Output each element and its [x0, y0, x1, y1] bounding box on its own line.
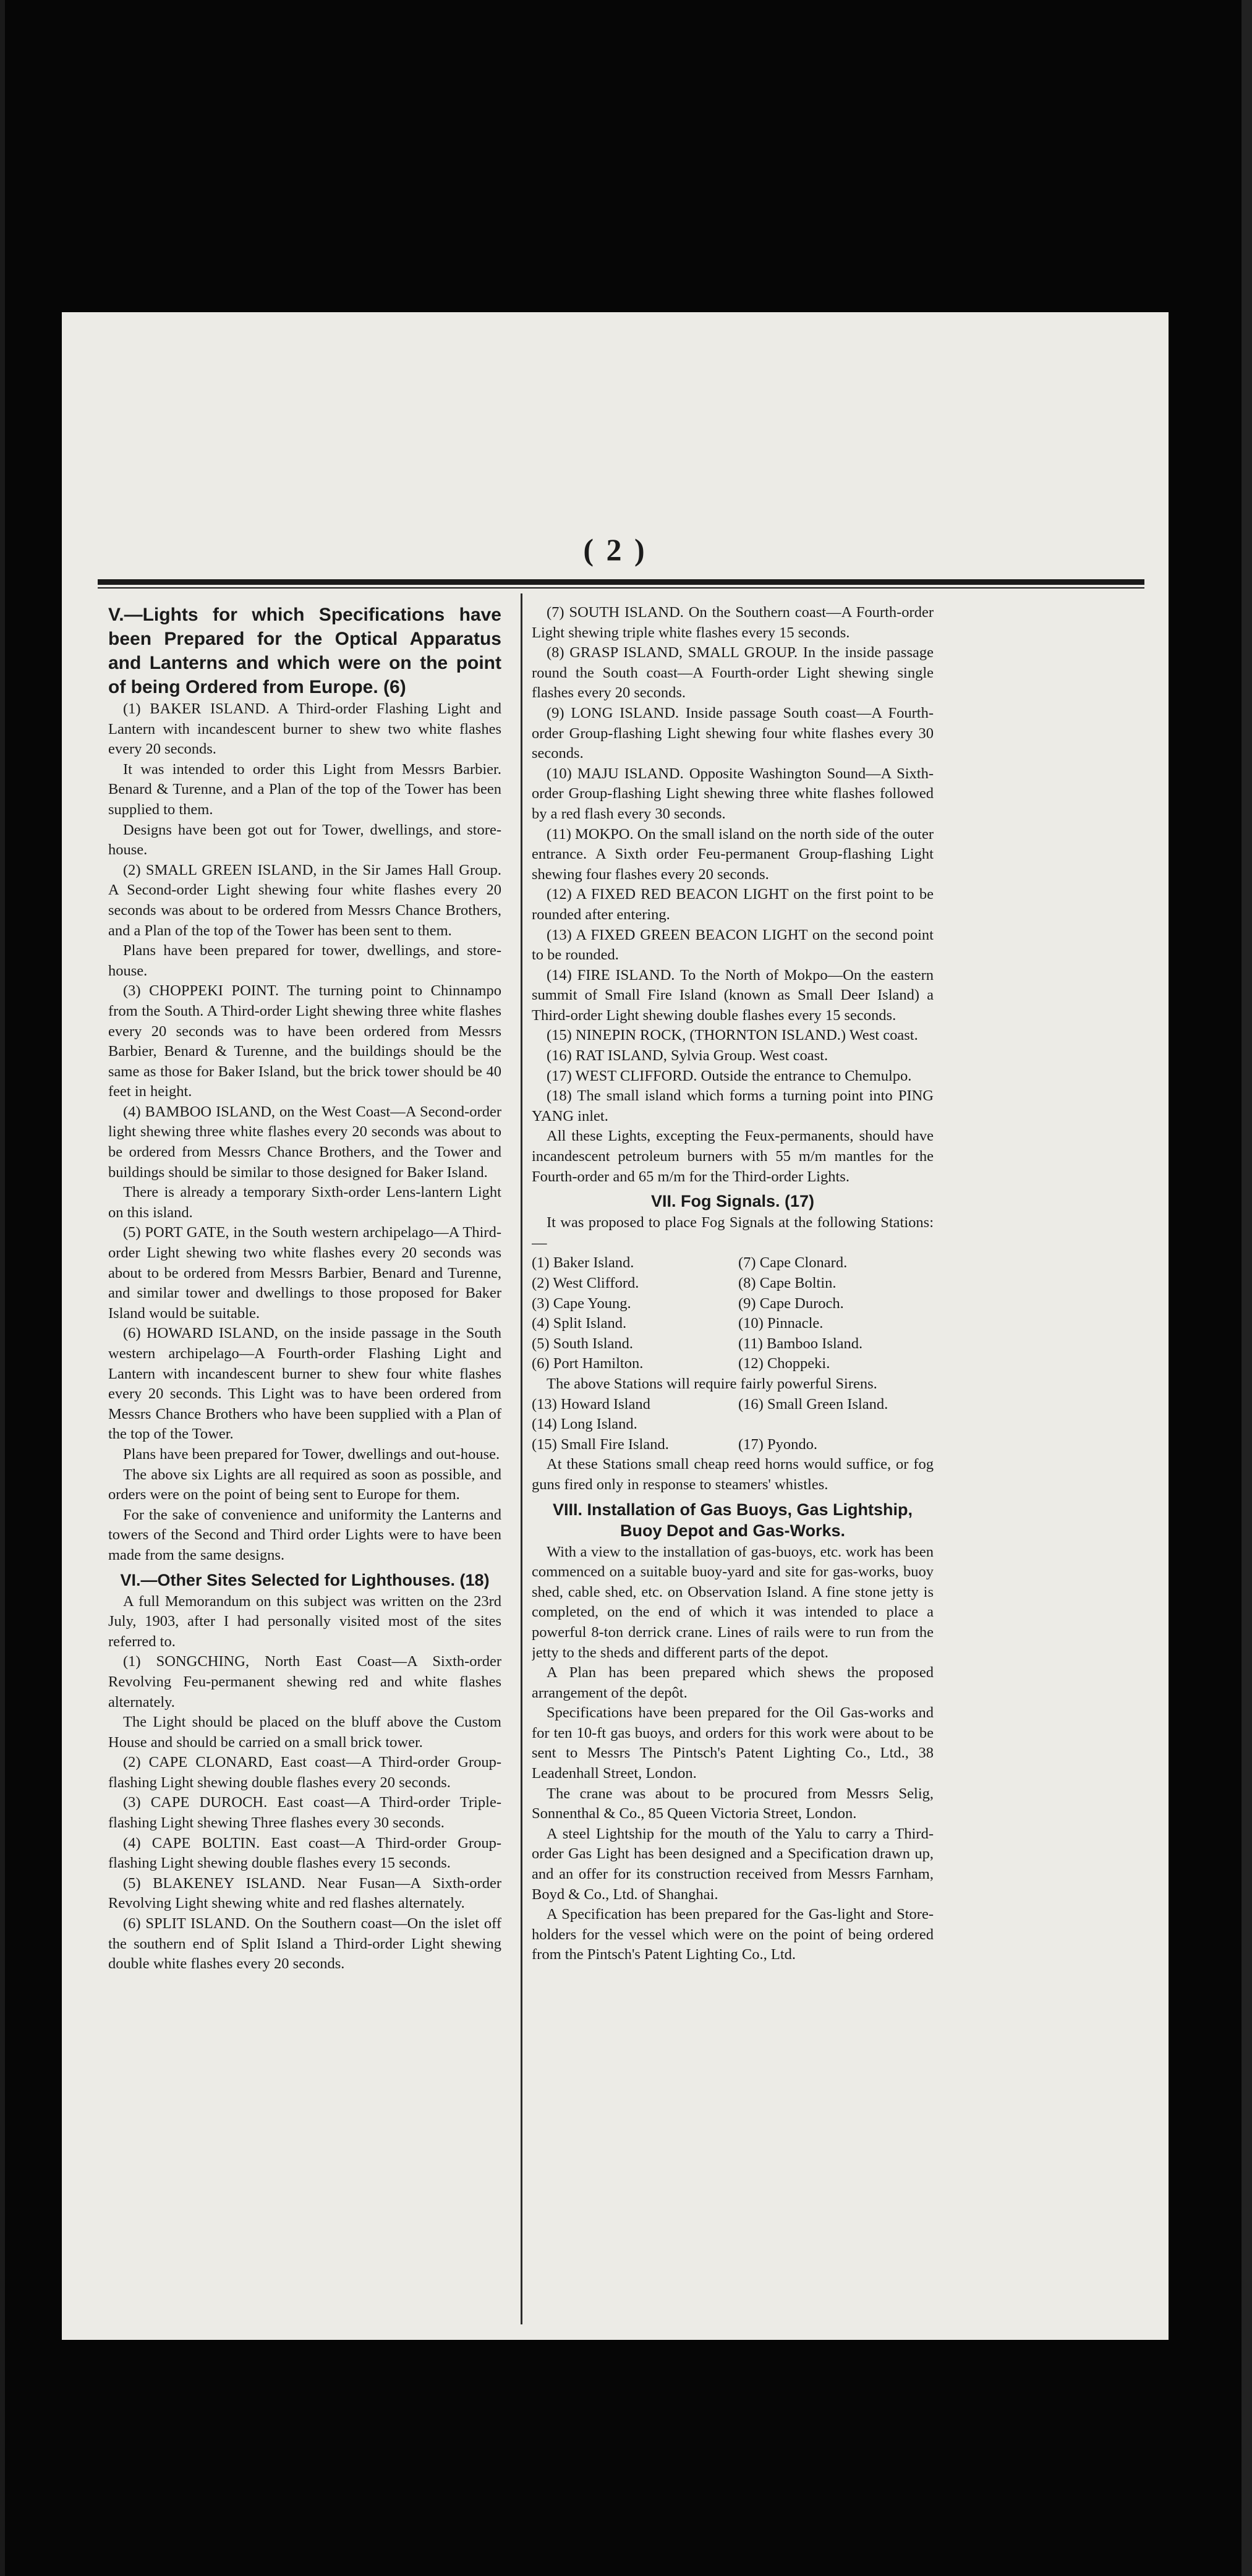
paragraph: (5) BLAKENEY ISLAND. Near Fusan—A Sixth-order Revolving Light shewing white and red flashes alternately. [108, 1874, 501, 1912]
list-item: (3) Cape Young. [532, 1294, 631, 1312]
fog-signal-list-horns [532, 1395, 934, 1455]
paragraph: The Light should be placed on the bluff above the Custom House and should be carried on a small brick tower. [108, 1714, 501, 1751]
column-divider [521, 593, 522, 2324]
paragraph: At these Stations small cheap reed horns would suffice, or fog guns fired only in response to steamers' whistles. [532, 1456, 934, 1493]
paragraph: It was intended to order this Light from Messrs Barbier. Benard & Turenne, and a Plan of the top of the Tower has been supplied to them. [108, 760, 501, 818]
header-rule-thick [98, 579, 1144, 585]
paragraph: A steel Lightship for the mouth of the Yalu to carry a Third-order Gas Light has been designed and a Specification drawn up, and an offer for its construction received from Messrs Farnham, Boyd & Co., Ltd. of Shanghai. [532, 1825, 934, 1903]
section-vii-heading: VII. Fog Signals. (17) [650, 1192, 815, 1211]
list-item: (5) South Island. [532, 1335, 633, 1352]
paragraph: Plans have been prepared for tower, dwellings, and store-house. [108, 942, 501, 979]
list-item: (11) Bamboo Island. [738, 1335, 863, 1352]
paragraph: There is already a temporary Sixth-order Lens-lantern Light on this island. [108, 1184, 501, 1221]
list-item: (16) Small Green Island. [738, 1395, 888, 1413]
paragraph: With a view to the installation of gas-buoys, etc. work has been commenced on a suitable buoy-yard and site for gas-works, buoy shed, cable shed, etc. on Observation Island. A fine stone jetty is completed, on the end of which it was intended to place a powerful 8-ton derrick crane. Lines of rails were to run from the jetty to the sheds and different parts of the depot. [532, 1543, 934, 1661]
left-column [108, 603, 501, 2327]
paragraph: A Plan has been prepared which shews the proposed arrangement of the depôt. [532, 1664, 934, 1701]
paragraph: (1) SONGCHING, North East Coast—A Sixth-order Revolving Feu-permanent shewing red and white flashes alternately. [108, 1653, 501, 1711]
paragraph: (4) BAMBOO ISLAND, on the West Coast—A Second-order light shewing three white flashes every 20 seconds was about to be ordered from Messrs Chance Brothers, and the Tower and buildings should be similar to those designed for Baker Island. [108, 1103, 501, 1181]
right-column [532, 603, 934, 2327]
paragraph: (6) HOWARD ISLAND, on the inside passage in the South western archipelago—A Fourth-order Flashing Light and Lantern with incandescent burner to shew four white flashes every 20 seconds. This Light was to have been ordered from Messrs Chance Brothers who have been supplied with a Plan of the top of the Tower. [108, 1325, 501, 1443]
list-item: (17) Pyondo. [738, 1435, 817, 1453]
list-item: (12) Choppeki. [738, 1355, 830, 1372]
scan-left-edge [0, 0, 5, 2576]
section-vi-heading: VI.—Other Sites Selected for Lighthouses. (18) [120, 1570, 490, 1589]
paragraph: (3) CHOPPEKI POINT. The turning point to Chinnampo from the South. A Third-order Light shewing three white flashes every 20 seconds was to have been ordered from Messrs Barbier, Benard & Turenne, and the buildings should be the same as those for Baker Island, but the brick tower should be 40 feet in height. [108, 982, 501, 1100]
paragraph: (12) A FIXED RED BEACON LIGHT on the first point to be rounded after entering. [532, 886, 934, 923]
list-item: (10) Pinnacle. [738, 1315, 824, 1332]
paragraph: (11) MOKPO. On the small island on the north side of the outer entrance. A Sixth order Feu-permanent Group-flashing Light shewing four flashes every 20 seconds. [532, 825, 934, 883]
paragraph: The crane was about to be procured from Messrs Selig, Sonnenthal & Co., 85 Queen Victoria Street, London. [532, 1785, 934, 1822]
paragraph: It was proposed to place Fog Signals at the following Stations:— [532, 1214, 934, 1251]
paragraph: A full Memorandum on this subject was written on the 23rd July, 1903, after I had personally visited most of the sites referred to. [108, 1592, 501, 1650]
paragraph: (18) The small island which forms a turning point into PING YANG inlet. [532, 1087, 934, 1124]
paragraph: (13) A FIXED GREEN BEACON LIGHT on the second point to be rounded. [532, 926, 934, 964]
paragraph: Designs have been got out for Tower, dwellings, and store-house. [108, 821, 501, 859]
list-item: (15) Small Fire Island. [532, 1435, 669, 1453]
paragraph: (8) GRASP ISLAND, SMALL GROUP. In the inside passage round the South coast—A Fourth-order Light shewing single flashes every 20 seconds. [532, 644, 934, 702]
list-item: (8) Cape Boltin. [738, 1275, 837, 1291]
paragraph: (10) MAJU ISLAND. Opposite Washington Sound—A Sixth-order Group-flashing Light shewing three white flashes followed by a red flash every 30 seconds. [532, 765, 934, 822]
paragraph: (17) WEST CLIFFORD. Outside the entrance to Chemulpo. [547, 1067, 912, 1084]
paragraph: (2) CAPE CLONARD, East coast—A Third-order Group-flashing Light shewing double flashes every 20 seconds. [108, 1754, 501, 1791]
scan-right-edge [1241, 0, 1252, 2576]
fog-signal-list-sirens [532, 1253, 934, 1374]
paragraph: All these Lights, excepting the Feux-permanents, should have incandescent petroleum burners with 55 m/m mantles for the Fourth-order and 65 m/m for the Third-order Lights. [532, 1128, 934, 1185]
paragraph: (2) SMALL GREEN ISLAND, in the Sir James Hall Group. A Second-order Light shewing four white flashes every 20 seconds was about to be ordered from Messrs Chance Brothers, and a Plan of the top of the Tower has been sent to them. [108, 861, 501, 939]
list-item: (6) Port Hamilton. [532, 1355, 644, 1372]
list-item: (13) Howard Island [532, 1395, 650, 1413]
paragraph: For the sake of convenience and uniformity the Lanterns and towers of the Second and Third order Lights were to have been made from the same designs. [108, 1506, 501, 1563]
paragraph: The above six Lights are all required as soon as possible, and orders were on the point of being sent to Europe for them. [108, 1466, 501, 1503]
paragraph: (1) BAKER ISLAND. A Third-order Flashing Light and Lantern with incandescent burner to shew two white flashes every 20 seconds. [108, 700, 501, 758]
paragraph: Plans have been prepared for Tower, dwellings and out-house. [123, 1445, 500, 1463]
list-item: (14) Long Island. [532, 1416, 637, 1433]
list-item: (2) West Clifford. [532, 1275, 639, 1291]
list-item: (1) Baker Island. [532, 1254, 634, 1272]
paragraph: (7) SOUTH ISLAND. On the Southern coast—A Fourth-order Light shewing triple white flashes every 15 seconds. [532, 604, 934, 641]
paragraph: (6) SPLIT ISLAND. On the Southern coast—On the islet off the southern end of Split Island a Third-order Light shewing double white flashes every 20 seconds. [108, 1915, 501, 1973]
section-viii-heading: VIII. Installation of Gas Buoys, Gas Lightship, Buoy Depot and Gas-Works. [552, 1500, 913, 1540]
page-number: ( 2 ) [583, 532, 647, 567]
paragraph: The above Stations will require fairly powerful Sirens. [547, 1375, 877, 1392]
paragraph: (4) CAPE BOLTIN. East coast—A Third-order Group-flashing Light shewing double flashes every 15 seconds. [108, 1834, 501, 1872]
paragraph: (9) LONG ISLAND. Inside passage South coast—A Fourth-order Group-flashing Light shewing four white flashes every 30 seconds. [532, 704, 934, 762]
paragraph: (14) FIRE ISLAND. To the North of Mokpo—On the eastern summit of Small Fire Island (known as Small Deer Island) a Third-order Light shewing double flashes every 15 seconds. [532, 966, 934, 1024]
list-item: (7) Cape Clonard. [738, 1254, 848, 1272]
paragraph: (16) RAT ISLAND, Sylvia Group. West coast. [547, 1047, 828, 1065]
paragraph: A Specification has been prepared for the Gas-light and Store-holders for the vessel which were on the point of being ordered from the Pintsch's Patent Lighting Co., Ltd. [532, 1906, 934, 1963]
paragraph: Specifications have been prepared for the Oil Gas-works and for ten 10-ft gas buoys, and orders for this work were about to be sent to Messrs The Pintsch's Patent Lighting Co., Ltd., 38 Leadenhall Street, London. [532, 1704, 934, 1782]
list-item: (9) Cape Duroch. [738, 1294, 844, 1312]
paragraph: (3) CAPE DUROCH. East coast—A Third-order Triple-flashing Light shewing Three flashes every 30 seconds. [108, 1794, 501, 1832]
document-page [62, 312, 1169, 2340]
list-item [738, 1414, 934, 1435]
section-v-heading: V.—Lights for which Specifications have been Prepared for the Optical Apparatus and Lanterns and which were on the point of being Ordered from Europe. (6) [108, 605, 501, 697]
paragraph: (15) NINEPIN ROCK, (THORNTON ISLAND.) West coast. [547, 1027, 918, 1044]
header-rule-thin [98, 587, 1144, 589]
list-item: (4) Split Island. [532, 1315, 627, 1332]
paragraph: (5) PORT GATE, in the South western archipelago—A Third-order Light shewing two white flashes every 20 seconds was about to be ordered from Messrs Barbier, Benard and Turenne, and similar tower and dwellings to those proposed for Baker Island would be suitable. [108, 1224, 501, 1322]
